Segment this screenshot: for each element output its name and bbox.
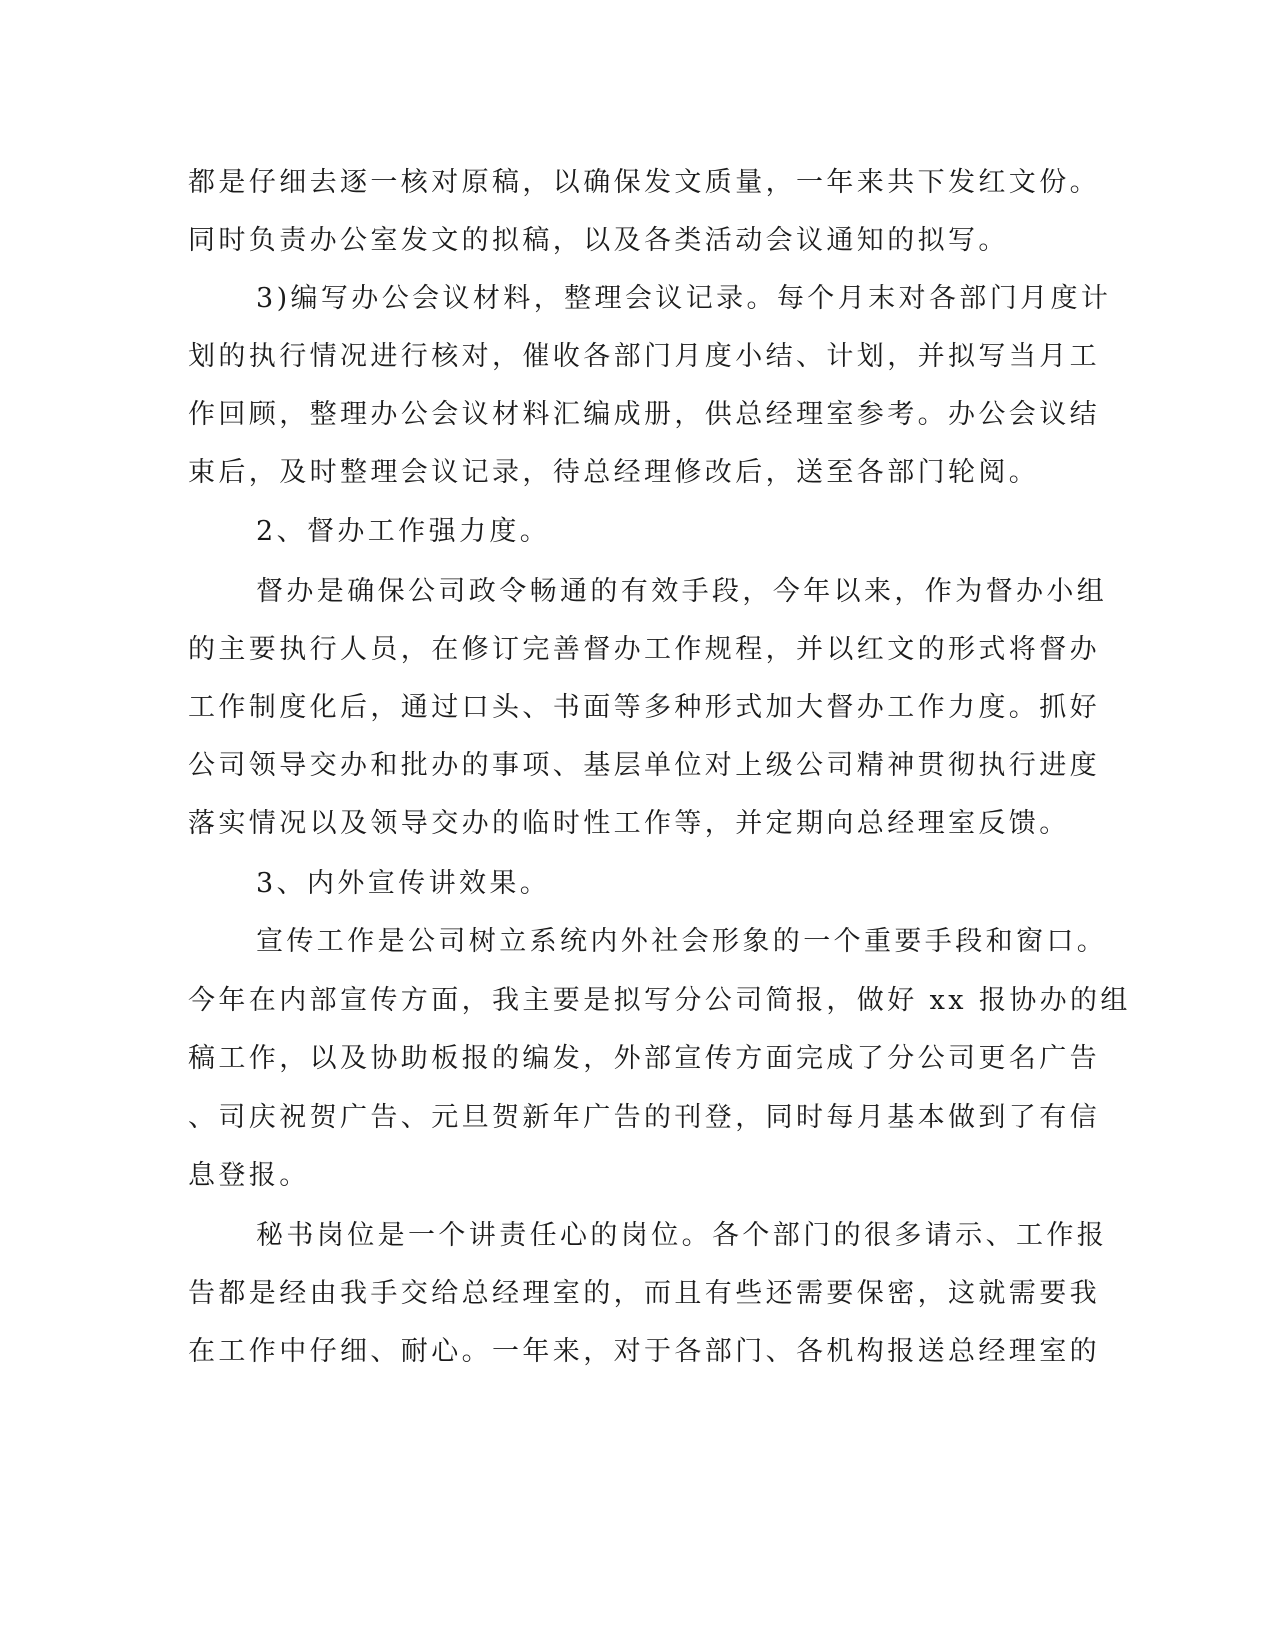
text-line: 束后，及时整理会议记录，待总经理修改后，送至各部门轮阅。 (188, 457, 1040, 488)
text-line: 作回顾，整理办公会议材料汇编成册，供总经理室参考。办公会议结 (188, 399, 1100, 430)
text-line: 宣传工作是公司树立系统内外社会形象的一个重要手段和窗口。 (256, 926, 1108, 957)
text-line: 3)编写办公会议材料，整理会议记录。每个月末对各部门月度计 (256, 283, 1112, 314)
text-line: 督办是确保公司政令畅通的有效手段，今年以来，作为督办小组 (256, 576, 1108, 607)
text-line: 落实情况以及领导交办的临时性工作等，并定期向总经理室反馈。 (188, 808, 1070, 839)
section-heading: 3、内外宣传讲效果。 (256, 868, 551, 899)
text-line: 在工作中仔细、耐心。一年来，对于各部门、各机构报送总经理室的 (188, 1336, 1100, 1367)
text-line: 今年在内部宣传方面，我主要是拟写分公司简报，做好 xx 报协办的组 (188, 985, 1131, 1016)
text-line: 公司领导交办和批办的事项、基层单位对上级公司精神贯彻执行进度 (188, 750, 1100, 781)
text-line: 同时负责办公室发文的拟稿，以及各类活动会议通知的拟写。 (188, 225, 1009, 256)
text-line: 息登报。 (188, 1160, 310, 1191)
text-line: 工作制度化后，通过口头、书面等多种形式加大督办工作力度。抓好 (188, 692, 1100, 723)
text-line: 稿工作，以及协助板报的编发，外部宣传方面完成了分公司更名广告 (188, 1043, 1100, 1074)
section-heading: 2、督办工作强力度。 (256, 516, 551, 547)
text-line: 都是仔细去逐一核对原稿，以确保发文质量，一年来共下发红文份。 (188, 167, 1100, 198)
text-line: 、司庆祝贺广告、元旦贺新年广告的刊登，同时每月基本做到了有信 (188, 1102, 1100, 1133)
text-line: 告都是经由我手交给总经理室的，而且有些还需要保密，这就需要我 (188, 1278, 1100, 1309)
text-line: 秘书岗位是一个讲责任心的岗位。各个部门的很多请示、工作报 (256, 1220, 1108, 1251)
text-line: 划的执行情况进行核对，催收各部门月度小结、计划，并拟写当月工 (188, 341, 1100, 372)
text-line: 的主要执行人员，在修订完善督办工作规程，并以红文的形式将督办 (188, 634, 1100, 665)
